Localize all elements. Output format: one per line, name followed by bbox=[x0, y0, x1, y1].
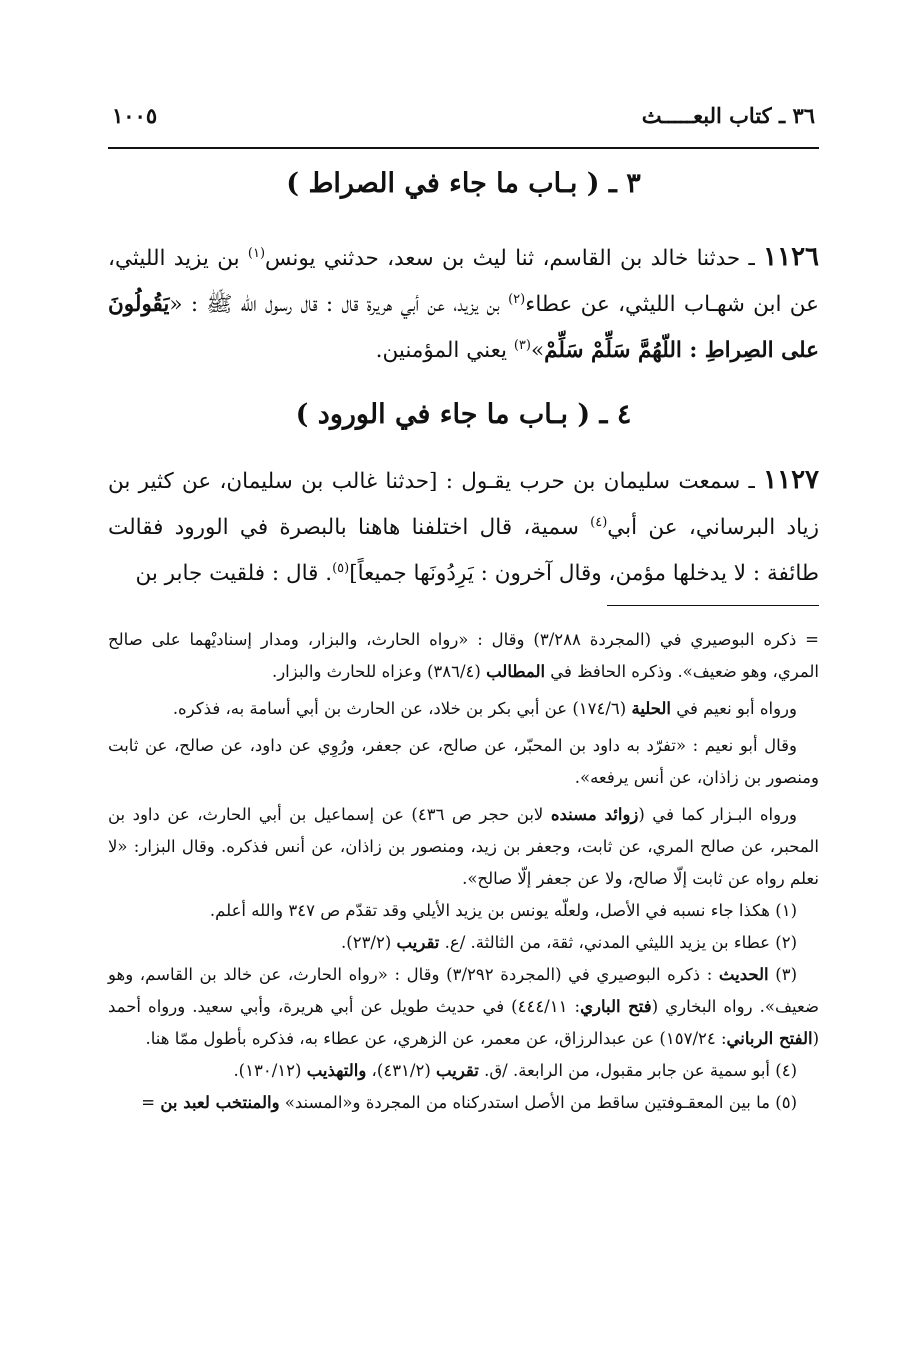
section-title-sirat: ٣ ـ ( بـاب ما جاء في الصراط ) bbox=[286, 168, 641, 199]
footnote-text: : ١٥٧/٢٤) عن عبدالرزاق، عن معمر، عن الزهري، عن عطاء به، فذكره بأطول ممّا هنا. bbox=[145, 1029, 727, 1048]
hadith-number: ١١٢٧ bbox=[763, 465, 819, 495]
section-title-wurud: ٤ ـ ( بـاب ما جاء في الورود ) bbox=[295, 399, 632, 430]
hadith-1126 bbox=[108, 234, 819, 374]
footnote-text: (٤) أبو سمية عن جابر مقبول، من الرابعة. /ق. bbox=[478, 1061, 797, 1080]
footnote-text: (١٣٠/١٢). bbox=[233, 1061, 307, 1080]
hadith-text: سمية، قال اختلفنا هاهنا بالبصرة في الورود فقالت طائفة : لا يدخلها مؤمن، وقال آخرون : يَرِدُونَها جميعاً] bbox=[108, 515, 819, 586]
book-title: تقريب bbox=[396, 933, 440, 952]
book-title: الحلية bbox=[631, 699, 672, 718]
footnote-ref: (١) bbox=[247, 245, 266, 261]
footnote-text: (٥) ما بين المعقـوفتين ساقط من الأصل استدركناه من المجردة و«المسند» bbox=[279, 1093, 797, 1112]
footnote-text: لابن حجر ص ٤٣٦) عن إسماعيل بن أبي الحارث، عن داود بن المحبر، عن صالح المري، عن ثابت، وجعفر بن زيد، ومنصور بن زاذان، عن أنس فذكره. وقال البزار: «لا نعلم رواه عن ثابت إلّا صالح، ولا عن جعفر إلّا صالح». bbox=[108, 805, 819, 888]
footnote-3 bbox=[108, 959, 819, 1055]
footnote-1: (١) هكذا جاء نسبه في الأصل، ولعلّه يونس بن يزيد الأيلي وقد تقدّم ص ٣٤٧ والله أعلم. bbox=[209, 901, 797, 920]
footnote-continuation: وقال أبو نعيم : «تفرّد به داود بن المحبّر، عن صالح، عن جعفر، ورُوِي عن داود، عن صالح، عن ثابت ومنصور بن زاذان، عن أنس يرفعه». bbox=[108, 736, 819, 787]
book-title: الفتح الرباني bbox=[726, 1029, 813, 1048]
footnote-ref: (٢) bbox=[508, 291, 526, 307]
footnote-text: (٣٨٦/٤) وعزاه للحارث والبزار. bbox=[271, 662, 487, 681]
footnote-text: = bbox=[141, 1093, 161, 1112]
book-title: تقريب bbox=[436, 1061, 479, 1080]
footnote-ref: (٣) bbox=[513, 337, 531, 353]
prophetic-saying: يَقُولُونَ على الصِراطِ : اللّهُمَّ سَلِّمْ سَلِّمْ bbox=[108, 292, 819, 363]
footnote-text: (٢٣/٢). bbox=[341, 933, 397, 952]
hadith-text: ـ سمعت سليمان بن حرب يقـول : [حدثنا غالب بن سليمان، عن كثير بن زياد البرساني، عن أبي bbox=[108, 469, 819, 540]
footnote-continuation bbox=[108, 799, 819, 895]
hadith-1127 bbox=[108, 457, 819, 597]
page-number: ١٠٠٥ bbox=[112, 102, 158, 128]
footnote-text: : ذكره البوصيري في (المجردة ٣/٢٩٢) وقال : «رواه الحارث، عن خالد بن القاسم، وهو ضعيف». رواه البخاري ( bbox=[108, 965, 819, 1016]
footnote-text: (٤٣١/٢)، bbox=[366, 1061, 437, 1080]
hadith-number: ١١٢٦ bbox=[763, 242, 819, 272]
footnote-5 bbox=[108, 1087, 819, 1119]
footnote-2 bbox=[108, 927, 819, 959]
book-title: والتهذيب bbox=[306, 1061, 367, 1080]
footnote-keyword: الحديث bbox=[718, 965, 769, 984]
hadith-text: بن يزيد، عن أبي هريرة قال : قال رسول الله ﷺ : « bbox=[169, 292, 509, 317]
running-header bbox=[112, 98, 815, 132]
footnote-ref: (٥) bbox=[332, 560, 350, 576]
book-title: المطالب bbox=[486, 662, 546, 681]
footnote-text: ورواه البـزار كما في ( bbox=[638, 805, 797, 824]
chapter-title: ٣٦ ـ كتاب البعـــــث bbox=[641, 102, 815, 128]
footnote-text: (١٧٤/٦) عن أبي بكر بن خلاد، عن الحارث بن أبي أسامة به، فذكره. bbox=[172, 699, 632, 718]
book-title: فتح الباري bbox=[580, 997, 652, 1016]
header-rule bbox=[108, 147, 819, 149]
book-title: والمنتخب لعبد بن bbox=[160, 1093, 280, 1112]
footnotes bbox=[108, 624, 819, 1119]
book-title: زوائد مسنده bbox=[550, 805, 639, 824]
footnote-continuation bbox=[108, 624, 819, 688]
footnote-ref: (٤) bbox=[590, 514, 608, 530]
hadith-text: » bbox=[530, 338, 545, 363]
footnote-4 bbox=[108, 1055, 819, 1087]
hadith-text: . قال : فلقيت جابر بن bbox=[135, 561, 333, 586]
footnote-text: = ذكره البوصيري في (المجردة ٣/٢٨٨) وقال : «رواه الحارث، والبزار، ومدار إسناديْهما على صالح المري، وهو ضعيف». وذكره الحافظ في bbox=[108, 630, 820, 681]
footnote-text: (٢) عطاء بن يزيد الليثي المدني، ثقة، من الثالثة. /ع. bbox=[439, 933, 797, 952]
footnote-continuation bbox=[108, 693, 819, 725]
footnote-text: (٣) bbox=[768, 965, 798, 984]
footnote-text: : ٤٤٤/١١) في حديث طويل عن أبي هريرة، وأبي سعيد. ورواه أحمد ( bbox=[108, 997, 819, 1048]
hadith-text: بن يزيد الليثي، عن ابن شهـاب الليثي، عن عطاء bbox=[108, 246, 819, 317]
footnotes-rule bbox=[607, 605, 819, 606]
hadith-text: يعني المؤمنين. bbox=[375, 338, 514, 363]
footnote-text: ورواه أبو نعيم في bbox=[671, 699, 797, 718]
hadith-text: ـ حدثنا خالد بن القاسم، ثنا ليث بن سعد، حدثني يونس bbox=[265, 246, 764, 271]
